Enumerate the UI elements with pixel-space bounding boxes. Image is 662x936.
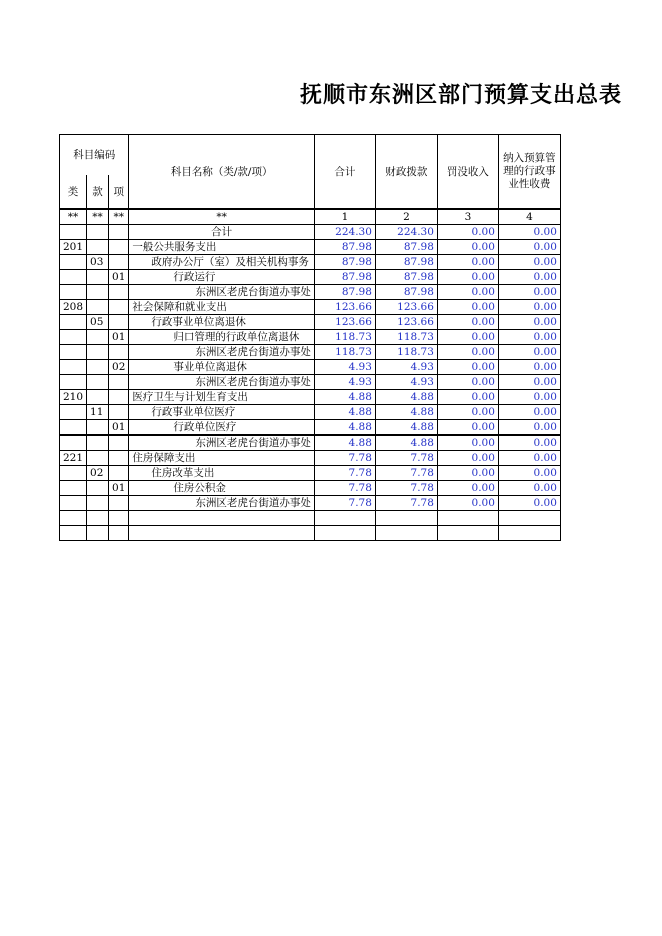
blank-row (60, 511, 561, 526)
value-total: 87.98 (314, 240, 375, 255)
item-name: 住房公积金 (129, 481, 315, 496)
value-admin-fee: 0.00 (498, 451, 560, 466)
table-row (60, 330, 561, 345)
value-fiscal: 123.66 (375, 315, 437, 330)
value-fiscal: 4.88 (375, 435, 437, 451)
code-lei (60, 225, 87, 240)
value-total: 4.88 (314, 435, 375, 451)
item-name: 东洲区老虎台街道办事处 (129, 345, 315, 360)
code-kuan (87, 330, 109, 345)
value-total: 4.88 (314, 390, 375, 405)
code-xiang (109, 435, 129, 451)
value-fiscal: 118.73 (375, 345, 437, 360)
table-row (60, 435, 561, 451)
code-kuan (87, 240, 109, 255)
value-admin-fee: 0.00 (498, 360, 560, 375)
code-lei (60, 330, 87, 345)
table-row (60, 405, 561, 420)
item-name: 事业单位离退休 (129, 360, 315, 375)
code-lei (60, 496, 87, 511)
code-kuan (87, 496, 109, 511)
table-row (60, 270, 561, 285)
index-kuan: ** (87, 209, 109, 225)
code-lei (60, 360, 87, 375)
code-xiang: 01 (109, 420, 129, 436)
value-total: 123.66 (314, 315, 375, 330)
value-admin-fee: 0.00 (498, 255, 560, 270)
value-total: 4.93 (314, 375, 375, 390)
table-row (60, 420, 561, 436)
value-admin-fee: 0.00 (498, 390, 560, 405)
header-xiang: 项 (109, 175, 129, 209)
code-kuan (87, 481, 109, 496)
code-xiang: 02 (109, 360, 129, 375)
value-fiscal: 7.78 (375, 451, 437, 466)
code-xiang (109, 255, 129, 270)
table-row (60, 466, 561, 481)
code-lei (60, 435, 87, 451)
index-name: ** (129, 209, 315, 225)
blank-cell (375, 526, 437, 541)
code-lei (60, 345, 87, 360)
blank-cell (498, 511, 560, 526)
code-lei (60, 481, 87, 496)
value-fiscal: 87.98 (375, 270, 437, 285)
value-total: 7.78 (314, 451, 375, 466)
blank-cell (314, 526, 375, 541)
code-xiang (109, 285, 129, 300)
value-total: 118.73 (314, 345, 375, 360)
value-admin-fee: 0.00 (498, 285, 560, 300)
table-row (60, 375, 561, 390)
value-admin-fee: 0.00 (498, 435, 560, 451)
blank-cell (87, 526, 109, 541)
index-c2: 2 (375, 209, 437, 225)
item-name: 社会保障和就业支出 (129, 300, 315, 315)
code-kuan (87, 300, 109, 315)
code-lei (60, 466, 87, 481)
header-row-1 (60, 135, 561, 176)
value-fines: 0.00 (437, 330, 498, 345)
table-row (60, 360, 561, 375)
code-lei (60, 375, 87, 390)
value-fines: 0.00 (437, 451, 498, 466)
code-xiang (109, 315, 129, 330)
index-lei: ** (60, 209, 87, 225)
code-kuan (87, 225, 109, 240)
item-name: 政府办公厅（室）及相关机构事务 (129, 255, 315, 270)
value-total: 87.98 (314, 270, 375, 285)
index-xiang: ** (109, 209, 129, 225)
header-name: 科目名称（类/款/项） (129, 135, 315, 210)
value-total: 4.88 (314, 405, 375, 420)
value-fines: 0.00 (437, 300, 498, 315)
value-fiscal: 7.78 (375, 481, 437, 496)
index-c4: 4 (498, 209, 560, 225)
item-name: 行政运行 (129, 270, 315, 285)
code-kuan: 02 (87, 466, 109, 481)
value-admin-fee: 0.00 (498, 315, 560, 330)
code-xiang (109, 390, 129, 405)
value-fiscal: 4.88 (375, 390, 437, 405)
header-code-group: 科目编码 (60, 135, 129, 176)
value-fiscal: 7.78 (375, 466, 437, 481)
index-c1: 1 (314, 209, 375, 225)
code-kuan (87, 345, 109, 360)
code-lei: 210 (60, 390, 87, 405)
code-kuan: 05 (87, 315, 109, 330)
blank-cell (60, 526, 87, 541)
table-row (60, 451, 561, 466)
page-title: 抚顺市东洲区部门预算支出总表 (300, 82, 623, 108)
code-xiang (109, 345, 129, 360)
value-fines: 0.00 (437, 270, 498, 285)
table-row (60, 285, 561, 300)
code-lei: 201 (60, 240, 87, 255)
code-lei (60, 255, 87, 270)
code-kuan (87, 420, 109, 436)
value-total: 87.98 (314, 285, 375, 300)
code-kuan (87, 390, 109, 405)
code-xiang (109, 466, 129, 481)
value-admin-fee: 0.00 (498, 300, 560, 315)
code-kuan: 03 (87, 255, 109, 270)
table-row (60, 255, 561, 270)
value-admin-fee: 0.00 (498, 375, 560, 390)
header-lei: 类 (60, 175, 87, 209)
title-container (300, 78, 623, 112)
header-kuan: 款 (87, 175, 109, 209)
item-name: 住房改革支出 (129, 466, 315, 481)
table-row (60, 481, 561, 496)
value-fines: 0.00 (437, 225, 498, 240)
value-fines: 0.00 (437, 345, 498, 360)
value-total: 4.88 (314, 420, 375, 436)
code-xiang: 01 (109, 481, 129, 496)
value-fiscal: 4.93 (375, 375, 437, 390)
code-kuan (87, 451, 109, 466)
code-kuan: 11 (87, 405, 109, 420)
value-fines: 0.00 (437, 285, 498, 300)
item-name: 东洲区老虎台街道办事处 (129, 375, 315, 390)
value-admin-fee: 0.00 (498, 481, 560, 496)
value-fiscal: 7.78 (375, 496, 437, 511)
value-admin-fee: 0.00 (498, 420, 560, 436)
value-total: 7.78 (314, 496, 375, 511)
item-name: 行政事业单位离退休 (129, 315, 315, 330)
value-admin-fee: 0.00 (498, 240, 560, 255)
blank-cell (87, 511, 109, 526)
code-lei (60, 405, 87, 420)
table-row (60, 240, 561, 255)
header-fiscal: 财政拨款 (375, 135, 437, 210)
value-fiscal: 87.98 (375, 255, 437, 270)
blank-cell (375, 511, 437, 526)
item-name: 一般公共服务支出 (129, 240, 315, 255)
table-row (60, 345, 561, 360)
table-row (60, 225, 561, 240)
value-fiscal: 4.88 (375, 405, 437, 420)
item-name: 合计 (129, 225, 315, 240)
code-xiang (109, 451, 129, 466)
blank-cell (437, 526, 498, 541)
value-total: 224.30 (314, 225, 375, 240)
item-name: 医疗卫生与计划生育支出 (129, 390, 315, 405)
item-name: 行政事业单位医疗 (129, 405, 315, 420)
value-total: 7.78 (314, 466, 375, 481)
value-admin-fee: 0.00 (498, 496, 560, 511)
code-kuan (87, 285, 109, 300)
item-name: 住房保障支出 (129, 451, 315, 466)
value-admin-fee: 0.00 (498, 405, 560, 420)
value-fines: 0.00 (437, 315, 498, 330)
budget-table (59, 134, 561, 541)
code-xiang (109, 405, 129, 420)
table-row (60, 315, 561, 330)
blank-cell (314, 511, 375, 526)
value-total: 7.78 (314, 481, 375, 496)
value-fines: 0.00 (437, 240, 498, 255)
value-fines: 0.00 (437, 375, 498, 390)
value-fines: 0.00 (437, 466, 498, 481)
code-xiang: 01 (109, 330, 129, 345)
value-fiscal: 118.73 (375, 330, 437, 345)
item-name: 东洲区老虎台街道办事处 (129, 496, 315, 511)
table-row (60, 390, 561, 405)
table-row (60, 496, 561, 511)
index-row (60, 209, 561, 225)
value-fiscal: 87.98 (375, 285, 437, 300)
value-fines: 0.00 (437, 420, 498, 436)
code-xiang (109, 225, 129, 240)
value-total: 87.98 (314, 255, 375, 270)
code-xiang (109, 240, 129, 255)
item-name: 东洲区老虎台街道办事处 (129, 285, 315, 300)
index-c3: 3 (437, 209, 498, 225)
value-admin-fee: 0.00 (498, 345, 560, 360)
blank-cell (60, 511, 87, 526)
value-fiscal: 4.88 (375, 420, 437, 436)
code-xiang (109, 375, 129, 390)
code-kuan (87, 360, 109, 375)
value-fines: 0.00 (437, 360, 498, 375)
code-lei (60, 270, 87, 285)
blank-cell (129, 511, 315, 526)
header-total: 合计 (314, 135, 375, 210)
blank-cell (129, 526, 315, 541)
value-total: 123.66 (314, 300, 375, 315)
value-fiscal: 224.30 (375, 225, 437, 240)
value-fines: 0.00 (437, 390, 498, 405)
value-admin-fee: 0.00 (498, 225, 560, 240)
value-total: 4.93 (314, 360, 375, 375)
code-lei (60, 420, 87, 436)
header-admin-fee: 纳入预算管理的行政事业性收费 (498, 135, 560, 210)
code-xiang (109, 300, 129, 315)
blank-cell (109, 526, 129, 541)
item-name: 行政单位医疗 (129, 420, 315, 436)
code-kuan (87, 270, 109, 285)
code-lei (60, 285, 87, 300)
code-xiang: 01 (109, 270, 129, 285)
value-fiscal: 4.93 (375, 360, 437, 375)
code-kuan (87, 435, 109, 451)
value-fiscal: 87.98 (375, 240, 437, 255)
value-fiscal: 123.66 (375, 300, 437, 315)
value-fines: 0.00 (437, 405, 498, 420)
value-fines: 0.00 (437, 435, 498, 451)
blank-cell (498, 526, 560, 541)
value-fines: 0.00 (437, 496, 498, 511)
item-name: 归口管理的行政单位离退休 (129, 330, 315, 345)
value-admin-fee: 0.00 (498, 330, 560, 345)
code-lei (60, 315, 87, 330)
item-name: 东洲区老虎台街道办事处 (129, 435, 315, 451)
value-admin-fee: 0.00 (498, 466, 560, 481)
code-lei: 208 (60, 300, 87, 315)
value-fines: 0.00 (437, 481, 498, 496)
value-total: 118.73 (314, 330, 375, 345)
blank-cell (437, 511, 498, 526)
blank-cell (109, 511, 129, 526)
code-lei: 221 (60, 451, 87, 466)
code-kuan (87, 375, 109, 390)
value-admin-fee: 0.00 (498, 270, 560, 285)
header-fines: 罚没收入 (437, 135, 498, 210)
value-fines: 0.00 (437, 255, 498, 270)
table-row (60, 300, 561, 315)
code-xiang (109, 496, 129, 511)
blank-row (60, 526, 561, 541)
